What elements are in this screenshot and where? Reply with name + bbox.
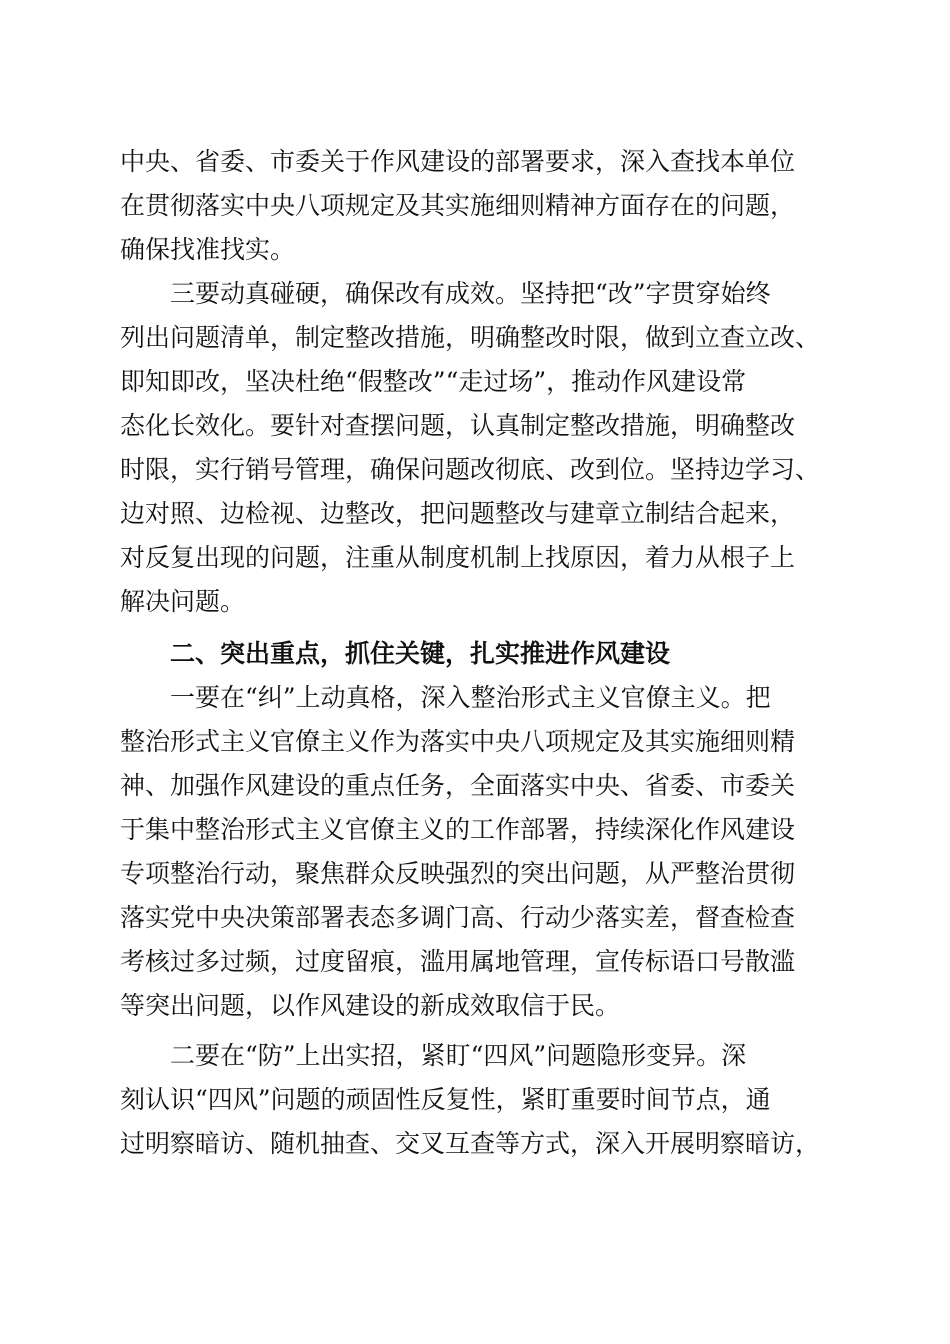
text-line: 等突出问题，以作风建设的新成效取信于民。 [120,991,621,1020]
paragraph-start-line: 二要在“防”上出实招，紧盯“四风”问题隐形变异。深 [170,1041,747,1070]
text-line: 神、加强作风建设的重点任务，全面落实中央、省委、市委关 [120,771,796,800]
text-line: 刻认识“四风”问题的顽固性反复性，紧盯重要时间节点，通 [120,1085,771,1114]
text-line: 专项整治行动，聚焦群众反映强烈的突出问题，从严整治贯彻 [120,859,796,888]
text-line: 中央、省委、市委关于作风建设的部署要求，深入查找本单位 [120,147,796,176]
text-line: 考核过多过频，过度留痕，滥用属地管理，宣传标语口号散滥 [120,947,796,976]
text-line: 边对照、边检视、边整改，把问题整改与建章立制结合起来， [120,499,796,528]
text-line: 解决问题。 [120,587,246,616]
text-line: 落实党中央决策部署表态多调门高、行动少落实差，督查检查 [120,903,796,932]
text-line: 态化长效化。要针对查摆问题，认真制定整改措施，明确整改 [120,411,796,440]
text-line: 整治形式主义官僚主义作为落实中央八项规定及其实施细则精 [120,727,796,756]
paragraph-start-line: 一要在“纠”上动真格，深入整治形式主义官僚主义。把 [170,683,771,712]
text-line: 确保找准找实。 [120,235,296,264]
text-line: 于集中整治形式主义官僚主义的工作部署，持续深化作风建设 [120,815,796,844]
text-line: 过明察暗访、随机抽查、交叉互查等方式，深入开展明察暗访， [120,1129,821,1158]
text-line: 时限，实行销号管理，确保问题改彻底、改到位。坚持边学习、 [120,455,821,484]
text-line: 即知即改，坚决杜绝“假整改”“走过场”，推动作风建设常 [120,367,747,396]
text-line: 对反复出现的问题，注重从制度机制上找原因，着力从根子上 [120,543,796,572]
text-line: 在贯彻落实中央八项规定及其实施细则精神方面存在的问题， [120,191,796,220]
paragraph-start-line: 三要动真碰硬，确保改有成效。坚持把“改”字贯穿始终 [170,279,771,308]
section-heading: 二、突出重点，抓住关键，扎实推进作风建设 [170,639,671,668]
text-line: 列出问题清单，制定整改措施，明确整改时限，做到立查立改、 [120,323,821,352]
